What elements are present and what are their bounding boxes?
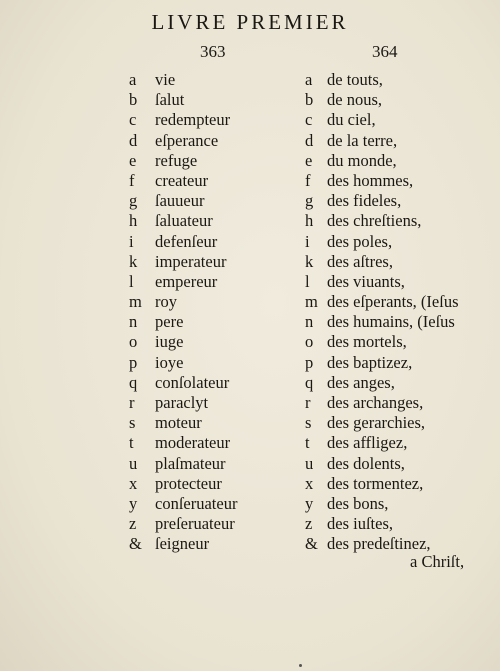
left-column-word: eſperance <box>155 130 219 150</box>
left-column-row <box>129 393 299 413</box>
left-column-row <box>129 373 299 393</box>
signature-letter: e <box>129 150 137 170</box>
right-column-word: du ciel, <box>327 110 376 130</box>
signature-letter: z <box>129 514 137 534</box>
signature-letter: y <box>305 493 314 513</box>
right-column-word: des anges, <box>327 372 395 392</box>
signature-letter: s <box>305 413 312 433</box>
signature-letter: f <box>129 170 135 190</box>
right-column <box>305 70 495 555</box>
right-column-row <box>305 232 495 252</box>
signature-letter: k <box>129 251 138 271</box>
left-column-word: roy <box>155 292 177 312</box>
left-column-row <box>129 292 299 312</box>
right-column-row <box>305 211 495 231</box>
signature-letter: g <box>305 191 314 211</box>
signature-letter: t <box>305 433 310 453</box>
left-column-word: ſalut <box>155 90 185 110</box>
left-column-word: ſaluateur <box>155 211 213 231</box>
signature-letter: y <box>129 493 138 513</box>
left-column-row <box>129 474 299 494</box>
right-column-word: du monde, <box>327 150 397 170</box>
right-column-row <box>305 252 495 272</box>
signature-letter: h <box>129 211 138 231</box>
signature-letter: f <box>305 170 311 190</box>
left-column-row <box>129 232 299 252</box>
left-column-word: preſeruateur <box>155 514 235 534</box>
signature-letter: x <box>129 473 138 493</box>
signature-letter: p <box>305 352 314 372</box>
left-column-word: moteur <box>155 413 202 433</box>
left-column-row <box>129 353 299 373</box>
signature-letter: o <box>129 332 138 352</box>
left-column-row <box>129 191 299 211</box>
left-column-row <box>129 252 299 272</box>
signature-letter: o <box>305 332 314 352</box>
left-column-word: vie <box>155 70 176 89</box>
left-column-word: paraclyt <box>155 393 209 412</box>
right-column-word: des aſtres, <box>327 251 393 271</box>
signature-letter: l <box>129 271 134 291</box>
signature-letter: g <box>129 191 138 211</box>
signature-letter: t <box>129 433 134 453</box>
closing-line: a Chriſt, <box>410 552 465 571</box>
signature-letter: z <box>305 514 313 534</box>
right-column-word: des hommes, <box>327 170 414 190</box>
running-header: LIVRE PREMIER <box>151 10 349 34</box>
left-column-row <box>129 272 299 292</box>
signature-letter: n <box>129 312 138 332</box>
right-column-word: des baptizez, <box>327 352 413 372</box>
left-column-word: conſeruateur <box>155 493 238 513</box>
right-column-word: des affligez, <box>327 433 408 453</box>
left-column-row <box>129 332 299 352</box>
right-column-word: des poles, <box>327 231 393 251</box>
right-column-word: des viuants, <box>327 271 405 291</box>
right-column-row <box>305 110 495 130</box>
left-column-row <box>129 90 299 110</box>
left-column-row <box>129 494 299 514</box>
folio-right: 364 <box>372 42 398 61</box>
left-column-row <box>129 433 299 453</box>
right-column-row <box>305 454 495 474</box>
signature-letter: s <box>129 413 136 433</box>
signature-letter: i <box>305 231 310 251</box>
signature-letter: r <box>305 393 311 412</box>
left-column-word: refuge <box>155 150 198 170</box>
signature-letter: l <box>305 271 310 291</box>
signature-letter: & <box>305 534 318 554</box>
signature-letter: x <box>305 473 314 493</box>
right-column-word: des iuſtes, <box>327 514 393 534</box>
right-column-word: des dolents, <box>327 453 405 473</box>
right-column-row <box>305 433 495 453</box>
right-column-row <box>305 514 495 534</box>
left-column-word: redempteur <box>155 110 231 130</box>
signature-letter: b <box>129 90 138 110</box>
left-column-row <box>129 151 299 171</box>
left-column-row <box>129 110 299 130</box>
left-column-word: ioye <box>155 352 184 372</box>
left-column-word: plaſmateur <box>155 453 226 473</box>
signature-letter: b <box>305 90 314 110</box>
signature-letter: & <box>129 534 142 554</box>
signature-letter: q <box>305 372 314 392</box>
left-column-word: ſauueur <box>155 191 205 211</box>
signature-letter: e <box>305 150 313 170</box>
signature-letter: k <box>305 251 314 271</box>
left-column-row <box>129 171 299 191</box>
signature-letter: n <box>305 312 314 332</box>
right-column-row <box>305 151 495 171</box>
signature-letter: h <box>305 211 314 231</box>
left-column-row <box>129 70 299 90</box>
right-column-row <box>305 272 495 292</box>
right-column-row <box>305 534 495 554</box>
signature-letter: d <box>305 130 314 150</box>
right-column-row <box>305 353 495 373</box>
right-column-word: des fideles, <box>327 191 402 211</box>
right-column-word: des humains, (Ieſus <box>327 312 455 332</box>
left-column-row <box>129 534 299 554</box>
right-column-word: des predeſtinez, <box>327 534 431 554</box>
left-column-word: defenſeur <box>155 231 218 251</box>
left-column-row <box>129 131 299 151</box>
left-column-row <box>129 413 299 433</box>
right-column-row <box>305 413 495 433</box>
signature-letter: q <box>129 372 138 392</box>
left-column-word: protecteur <box>155 473 222 493</box>
right-column-row <box>305 171 495 191</box>
left-column-row <box>129 454 299 474</box>
right-column-word: de la terre, <box>327 130 398 150</box>
right-column-row <box>305 373 495 393</box>
right-column-row <box>305 191 495 211</box>
signature-letter: c <box>305 110 313 130</box>
right-column-word: de nous, <box>327 90 382 110</box>
left-column-word: pere <box>155 312 184 332</box>
left-column-word: moderateur <box>155 433 231 453</box>
right-column-word: des archanges, <box>327 393 424 412</box>
right-column-row <box>305 131 495 151</box>
right-column-word: des eſperants, (Ieſus <box>327 292 459 312</box>
left-column-word: imperateur <box>155 251 227 271</box>
signature-letter: c <box>129 110 137 130</box>
right-column-row <box>305 90 495 110</box>
signature-letter: r <box>129 393 135 412</box>
left-column-word: iuge <box>155 332 184 352</box>
right-column-word: des gerarchies, <box>327 413 426 433</box>
left-column-row <box>129 312 299 332</box>
left-column-row <box>129 514 299 534</box>
signature-letter: p <box>129 352 138 372</box>
right-column-word: des bons, <box>327 493 389 513</box>
left-column-word: ſeigneur <box>155 534 210 554</box>
right-column-row <box>305 494 495 514</box>
signature-letter: u <box>305 453 314 473</box>
right-column-word: des chreſtiens, <box>327 211 422 231</box>
signature-letter: u <box>129 453 138 473</box>
right-column-row <box>305 393 495 413</box>
right-column-word: des mortels, <box>327 332 407 352</box>
right-column-word: de touts, <box>327 70 383 89</box>
signature-letter: m <box>305 292 318 312</box>
right-column-row <box>305 474 495 494</box>
left-column-word: conſolateur <box>155 372 230 392</box>
right-column-word: des tormentez, <box>327 473 424 493</box>
ink-dot <box>299 664 302 667</box>
left-column-row <box>129 211 299 231</box>
right-column-row <box>305 292 495 312</box>
signature-letter: d <box>129 130 138 150</box>
left-column-word: createur <box>155 170 209 190</box>
signature-letter: i <box>129 231 134 251</box>
right-column-row <box>305 70 495 90</box>
folio-left: 363 <box>200 42 226 61</box>
left-column <box>129 70 299 555</box>
signature-letter: a <box>129 70 137 89</box>
signature-letter: m <box>129 292 142 312</box>
left-column-word: empereur <box>155 271 218 291</box>
right-column-row <box>305 312 495 332</box>
right-column-row <box>305 332 495 352</box>
signature-letter: a <box>305 70 313 89</box>
